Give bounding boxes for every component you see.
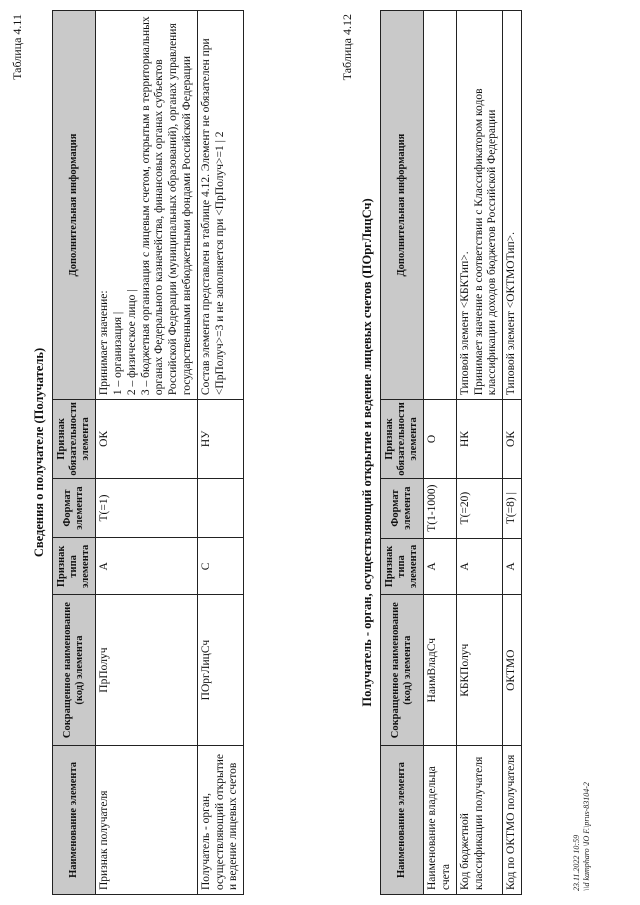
header-type: Признак типа элемента <box>381 538 424 595</box>
cell-format: Т(=8) | <box>503 478 522 538</box>
table-4-12-caption: Таблица 4.12 <box>340 14 354 81</box>
table-4-12-title: Получатель - орган, осуществляющий открытие и ведение лицевых счетов (ПОргЛицСч) <box>360 198 374 707</box>
cell-name: Наименование владельца счета <box>424 746 457 895</box>
table-header-row <box>53 11 96 895</box>
cell-code: КБКПолуч <box>456 595 502 746</box>
cell-type: А <box>503 538 522 595</box>
cell-info <box>503 11 522 400</box>
table-4-11-title: Сведения о получателе (Получатель) <box>32 347 46 558</box>
header-info: Дополнительная информация <box>53 11 96 400</box>
table-row <box>197 11 243 895</box>
cell-format: Т(1-1000) <box>424 478 457 538</box>
table-4-11 <box>52 10 244 895</box>
table-row <box>456 11 502 895</box>
cell-name: Признак получателя <box>96 745 198 894</box>
cell-code: ОКТМО <box>503 595 522 746</box>
print-stamp <box>572 782 591 891</box>
table-4-11-caption: Таблица 4.11 <box>10 14 24 80</box>
cell-required: О <box>424 400 457 479</box>
header-name: Наименование элемента <box>381 746 424 895</box>
header-format: Формат элемента <box>53 478 96 538</box>
cell-name: Код по ОКТМО получателя <box>503 746 522 895</box>
info-line: 1 – организация | <box>111 311 124 396</box>
cell-required: НК <box>456 400 502 479</box>
cell-code: ПрПолуч <box>96 595 198 746</box>
cell-info <box>197 11 243 400</box>
header-type: Признак типа элемента <box>53 538 96 595</box>
info-line: Типовой элемент <ОКТМОТип>. <box>505 231 518 396</box>
stamp-path: \\d kampharo \IO F.\prus-83104-2 <box>581 782 591 891</box>
info-line: 2 – физическое лицо | <box>125 289 138 396</box>
header-required: Признак обязательности элемента <box>381 400 424 479</box>
cell-required: ОК <box>503 400 522 479</box>
header-code: Сокращенное наименование (код) элемента <box>53 595 96 746</box>
cell-type: А <box>96 538 198 595</box>
cell-type: А <box>456 538 502 595</box>
cell-name: Получатель - орган, осуществляющий открытие и ведение лицевых счетов <box>197 745 243 894</box>
info-line: Принимает значение в соответствии с Классификатором кодов классификации доходов бюджетов Российской Федерации <box>472 88 499 396</box>
cell-info <box>96 11 198 400</box>
info-line: Типовой элемент <КБКТип>. <box>458 251 471 396</box>
header-format: Формат элемента <box>381 478 424 538</box>
cell-format: Т(=1) <box>96 478 198 538</box>
cell-required: НУ <box>197 400 243 479</box>
table-4-12 <box>380 10 522 895</box>
info-line: Состав элемента представлен в таблице 4.12. Элемент не обязателен при <ПрПолуч>=3 и не заполняется при <ПрПолуч>=1 | 2 <box>199 38 226 396</box>
info-line: Принимает значение: <box>98 290 111 396</box>
cell-info <box>424 11 457 400</box>
stamp-date: 23.11.2022 10:59 <box>572 834 581 891</box>
header-code: Сокращенное наименование (код) элемента <box>381 595 424 746</box>
cell-code: ПОргЛицСч <box>197 595 243 746</box>
cell-info <box>456 11 502 400</box>
table-row <box>96 11 198 895</box>
header-info: Дополнительная информация <box>381 11 424 400</box>
cell-format: Т(=20) <box>456 478 502 538</box>
table-row <box>503 11 522 895</box>
cell-required: ОК <box>96 400 198 479</box>
cell-format <box>197 478 243 538</box>
table-row <box>424 11 457 895</box>
table-header-row <box>381 11 424 895</box>
info-line: 3 – бюджетная организация с лицевым счетом, открытым в территориальных органах Федерального казначейства, финансовых органах субъектов Российской Федерации (муниципальных образований), органах управления государственными внебюджетными фондами Российской Федерации <box>139 16 193 396</box>
cell-type: С <box>197 538 243 595</box>
header-name: Наименование элемента <box>53 745 96 894</box>
cell-name: Код бюджетной классификации получателя <box>456 746 502 895</box>
cell-code: НаимВладСч <box>424 595 457 746</box>
cell-type: А <box>424 538 457 595</box>
header-required: Признак обязательности элемента <box>53 400 96 479</box>
